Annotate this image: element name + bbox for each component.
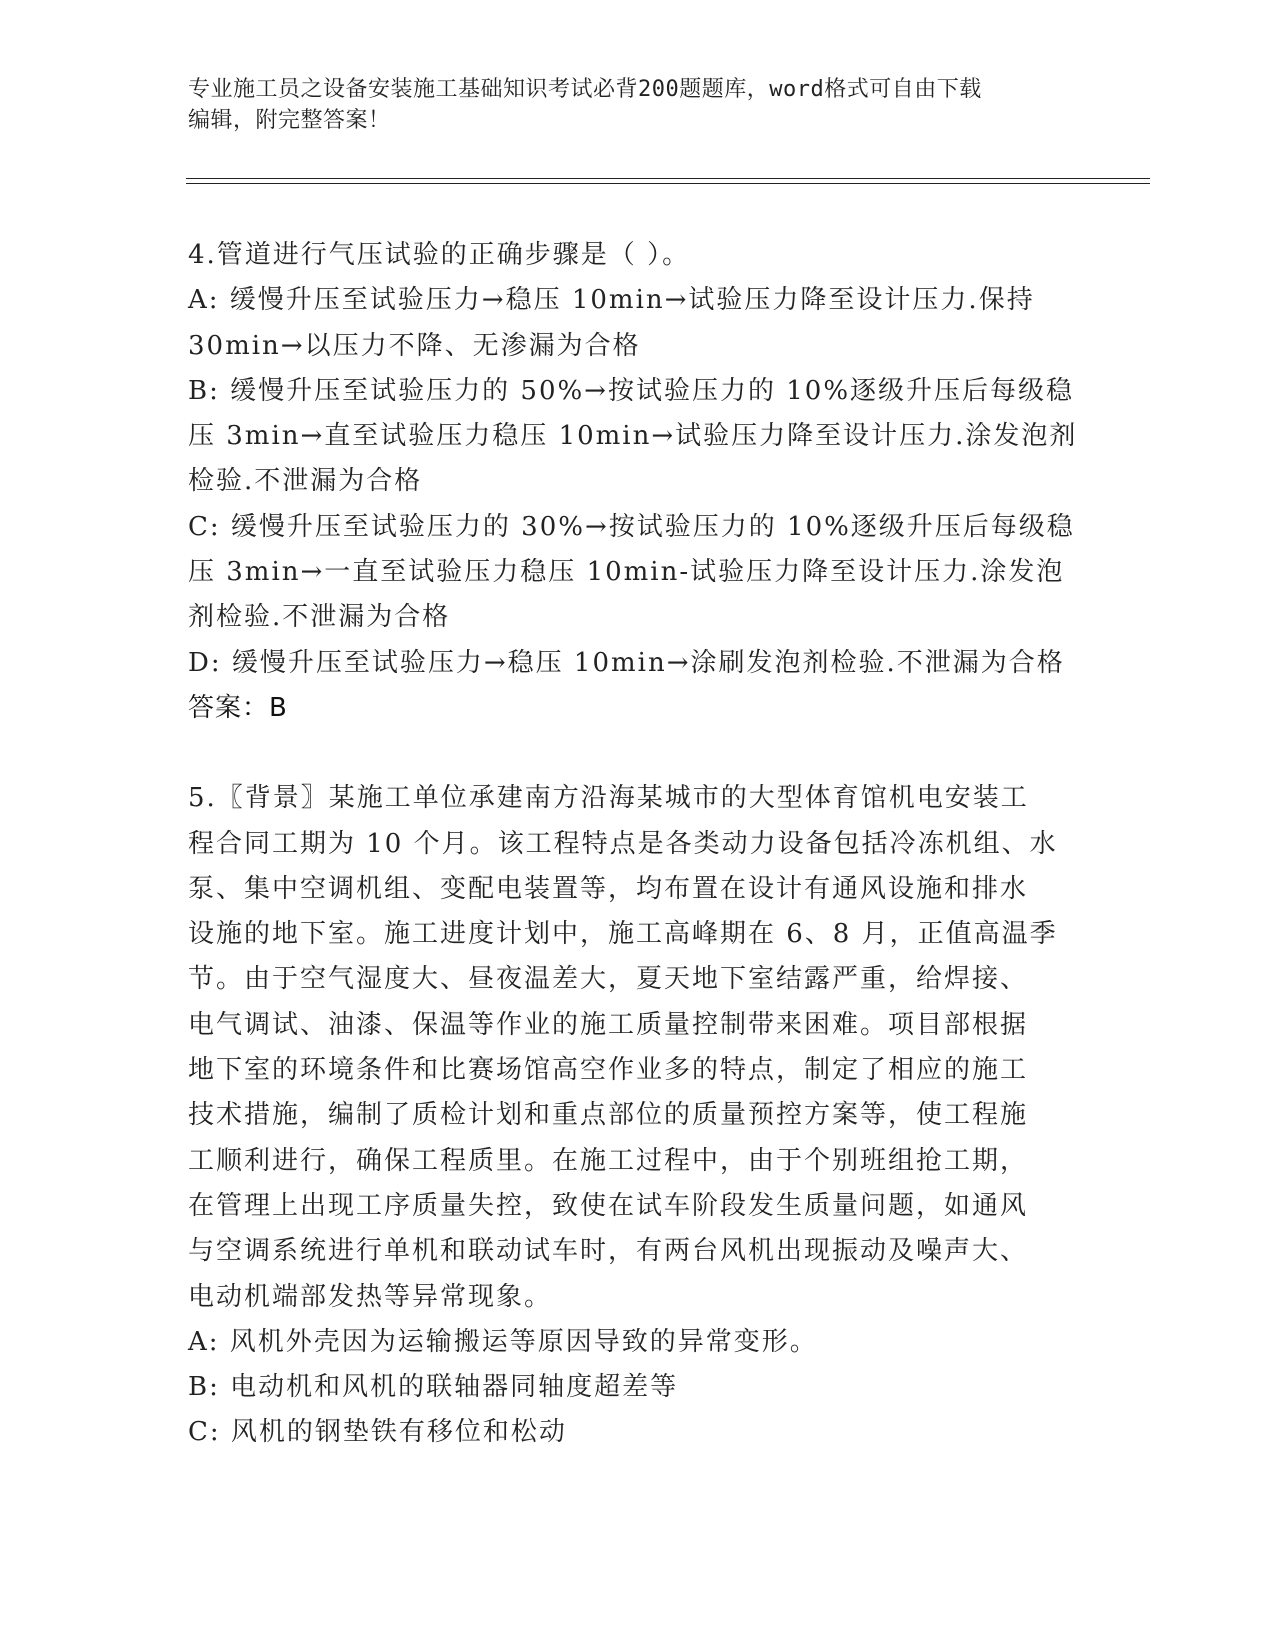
option-b-line-1: B: 缓慢升压至试验压力的 50%→按试验压力的 10%逐级升压后每级稳	[188, 375, 1075, 406]
background-line: 电动机端部发热等异常现象。	[188, 1281, 553, 1312]
option-a-line-1: A: 缓慢升压至试验压力→稳压 10min→试验压力降至设计压力.保持	[188, 285, 1035, 316]
option-b-line-3: 检验.不泄漏为合格	[188, 466, 423, 497]
q5-option-a: A: 风机外壳因为运输搬运等原因导致的异常变形。	[188, 1326, 818, 1357]
background-line: 在管理上出现工序质量失控，致使在试车阶段发生质量问题，如通风	[188, 1190, 1029, 1221]
q5-option-c: C: 风机的钢垫铁有移位和松动	[188, 1417, 567, 1448]
option-c-line-1: C: 缓慢升压至试验压力的 30%→按试验压力的 10%逐级升压后每级稳	[188, 511, 1075, 542]
section-gap	[188, 731, 1088, 776]
question-4	[188, 233, 1088, 731]
background-line: 地下室的环境条件和比赛场馆高空作业多的特点，制定了相应的施工	[188, 1055, 1029, 1086]
background-line: 5.〖背景〗某施工单位承建南方沿海某城市的大型体育馆机电安装工	[188, 783, 1029, 814]
option-c-line-3: 剂检验.不泄漏为合格	[188, 602, 451, 633]
option-a-line-2: 30min→以压力不降、无渗漏为合格	[188, 330, 641, 361]
background-line: 泵、集中空调机组、变配电装置等，均布置在设计有通风设施和排水	[188, 873, 1029, 904]
background-line: 电气调试、油漆、保温等作业的施工质量控制带来困难。项目部根据	[188, 1009, 1029, 1040]
header-rule-top	[186, 178, 1150, 179]
header-line-2: 编辑，附完整答案！	[188, 108, 391, 133]
background-line: 节。由于空气湿度大、昼夜温差大，夏天地下室结露严重，给焊接、	[188, 964, 1029, 995]
background-line: 程合同工期为 10 个月。该工程特点是各类动力设备包括冷冻机组、水	[188, 828, 1058, 859]
background-line: 设施的地下室。施工进度计划中，施工高峰期在 6、8 月，正值高温季	[188, 919, 1058, 950]
document-header	[188, 74, 1068, 136]
header-rule-bottom	[186, 183, 1150, 184]
question-4-stem: 4.管道进行气压试验的正确步骤是（ ）。	[188, 240, 691, 270]
background-line: 工顺利进行，确保工程质里。在施工过程中，由于个别班组抢工期，	[188, 1145, 1029, 1176]
document-body	[188, 233, 1088, 1456]
option-c-line-2: 压 3min→一直至试验压力稳压 10min-试验压力降至设计压力.涂发泡	[188, 557, 1065, 588]
question-5	[188, 776, 1088, 1455]
option-d-line-1: D: 缓慢升压至试验压力→稳压 10min→涂刷发泡剂检验.不泄漏为合格	[188, 647, 1065, 678]
background-line: 技术措施，编制了质检计划和重点部位的质量预控方案等，使工程施	[188, 1100, 1029, 1131]
header-line-1: 专业施工员之设备安装施工基础知识考试必背200题题库，word格式可自由下载	[188, 77, 982, 102]
option-b-line-2: 压 3min→直至试验压力稳压 10min→试验压力降至设计压力.涂发泡剂	[188, 421, 1078, 452]
background-line: 与空调系统进行单机和联动试车时，有两台风机出现振动及噪声大、	[188, 1236, 1029, 1267]
answer-text: 答案：B	[188, 692, 288, 723]
q5-option-b: B: 电动机和风机的联轴器同轴度超差等	[188, 1372, 679, 1403]
